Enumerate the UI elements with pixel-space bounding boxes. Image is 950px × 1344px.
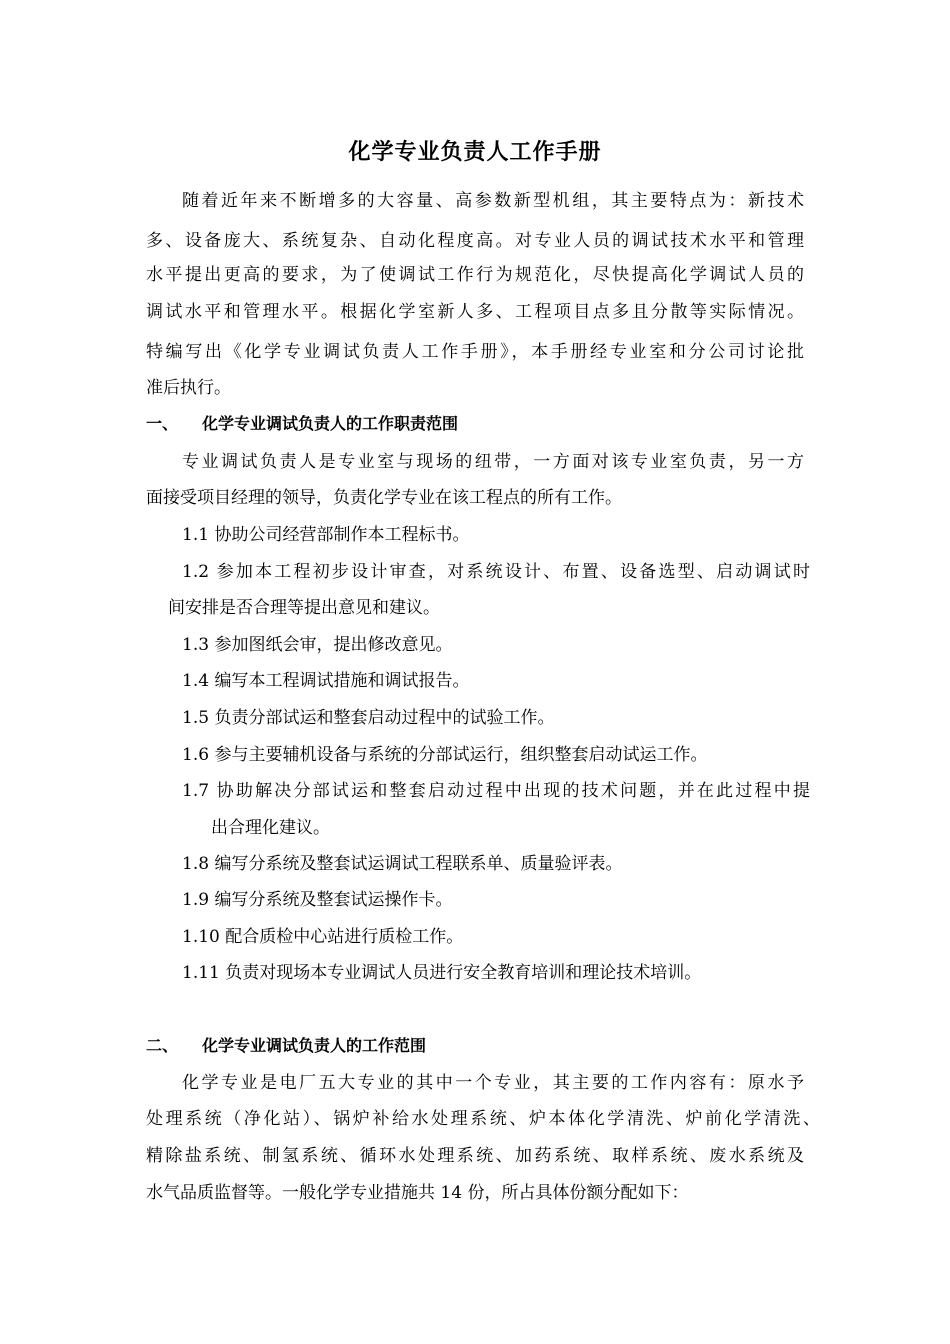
document-title: 化学专业负责人工作手册 (348, 140, 602, 165)
list-item: 1.3 参加图纸会审，提出修改意见。 (182, 635, 453, 655)
list-item: 1.9 编写分系统及整套试运操作卡。 (182, 890, 453, 910)
section-heading (146, 412, 458, 436)
list-item: 出合理化建议。 (211, 818, 330, 838)
list-item: 1.4 编写本工程调试措施和调试报告。 (182, 671, 470, 691)
list-item: 1.2 参加本工程初步设计审查，对系统设计、布置、设备选型、启动调试时 (182, 562, 810, 582)
section-title: 化学专业调试负责人的工作职责范围 (202, 414, 459, 433)
list-item: 间安排是否合理等提出意见和建议。 (168, 598, 440, 618)
section-paragraph-line: 精除盐系统、制氢系统、循环水处理系统、加药系统、取样系统、废水系统及 (146, 1146, 804, 1166)
list-item: 1.11 负责对现场本专业调试人员进行安全教育培训和理论技术培训。 (182, 963, 702, 983)
list-item: 1.10 配合质检中心站进行质检工作。 (182, 927, 464, 947)
section-title: 化学专业调试负责人的工作范围 (202, 1036, 427, 1055)
intro-line: 多、设备庞大、系统复杂、自动化程度高。对专业人员的调试技术水平和管理 (146, 231, 804, 251)
section-paragraph-line: 面接受项目经理的领导，负责化学专业在该工程点的所有工作。 (146, 488, 622, 508)
section-paragraph-line: 处理系统（净化站）、锅炉补给水处理系统、炉本体化学清洗、炉前化学清洗、 (146, 1109, 820, 1129)
intro-line: 水平提出更高的要求，为了使调试工作行为规范化，尽快提高化学调试人员的 (146, 265, 804, 285)
intro-line: 调试水平和管理水平。根据化学室新人多、工程项目点多且分散等实际情况。 (146, 302, 804, 322)
list-item: 1.7 协助解决分部试运和整套启动过程中出现的技术问题，并在此过程中提 (182, 781, 810, 801)
section-heading (146, 1034, 426, 1058)
section-number: 二、 (146, 1036, 179, 1055)
section-number: 一、 (146, 414, 179, 433)
section-paragraph-line: 化学专业是电厂五大专业的其中一个专业，其主要的工作内容有：原水予 (182, 1073, 804, 1093)
intro-line: 随着近年来不断增多的大容量、高参数新型机组，其主要特点为：新技术 (182, 191, 804, 211)
list-item: 1.5 负责分部试运和整套启动过程中的试验工作。 (182, 708, 555, 728)
section-paragraph-line: 专业调试负责人是专业室与现场的纽带，一方面对该专业室负责，另一方 (182, 452, 804, 472)
list-item: 1.8 编写分系统及整套试运调试工程联系单、质量验评表。 (182, 854, 623, 874)
list-item: 1.6 参与主要辅机设备与系统的分部试运行，组织整套启动试运工作。 (182, 745, 708, 765)
intro-line: 特编写出《化学专业调试负责人工作手册》，本手册经专业室和分公司讨论批 (146, 342, 804, 362)
section-paragraph-line: 水气品质监督等。一般化学专业措施共 14 份，所占具体份额分配如下： (146, 1183, 689, 1203)
intro-line: 准后执行。 (146, 378, 231, 398)
list-item: 1.1 协助公司经营部制作本工程标书。 (182, 525, 470, 545)
